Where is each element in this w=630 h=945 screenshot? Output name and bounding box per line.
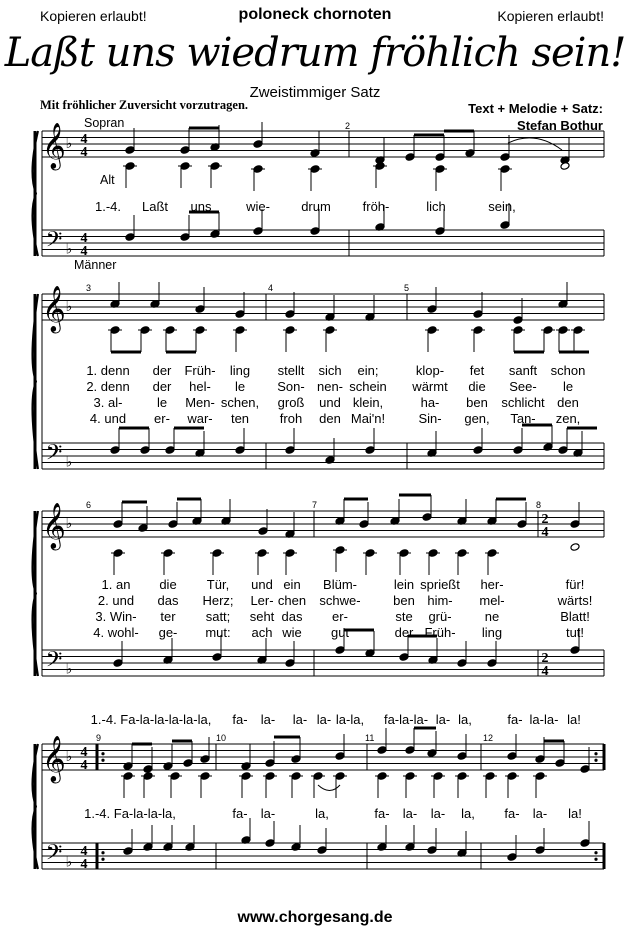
- flat-key-signature-icon: ♭: [65, 661, 73, 678]
- refrain-lower-syllable: 1.-4. Fa-la-la-la,: [84, 806, 176, 821]
- lyric-verse-1-syllable: ein;: [357, 363, 379, 378]
- note-head: [285, 310, 295, 319]
- measure-number: 2: [345, 121, 351, 131]
- lyric-verse-2-syllable: him-: [427, 593, 453, 608]
- lyric-verse-2-syllable: chen: [277, 593, 307, 608]
- refrain-upper-syllable: la-: [292, 712, 308, 727]
- time-signature-bottom: 4: [80, 758, 88, 773]
- lyric-verse-2-syllable: wärts!: [557, 593, 593, 608]
- note-head: [359, 520, 369, 529]
- refrain-lower-syllable: la!: [568, 806, 582, 821]
- refrain-upper-syllable: fa-: [232, 712, 248, 727]
- flat-key-signature-icon: ♭: [65, 299, 73, 315]
- lyric-verse-2-syllable: ben: [393, 593, 415, 608]
- lyric-verse-2-syllable: die: [468, 379, 486, 394]
- refrain-upper-syllable: la-la,: [335, 712, 365, 727]
- note-head: [183, 759, 193, 768]
- lyric-verse-2-syllable: wärmt: [412, 379, 448, 394]
- lyric-verse-3-syllable: satt;: [205, 609, 231, 624]
- refrain-upper-syllable: fa-la-la-: [383, 712, 429, 727]
- brand-name: poloneck chornoten: [238, 6, 392, 23]
- refrain-lower-syllable: la,: [461, 806, 475, 821]
- lyric-verse-1-syllable: 1. denn: [86, 363, 130, 378]
- lyric-verse-3-syllable: groß: [277, 395, 305, 410]
- lyric-verse-3-syllable: klein,: [352, 395, 384, 410]
- lyric-verse-4-syllable: ten: [230, 411, 250, 426]
- lyric-verse-all-syllable: sein,: [488, 199, 516, 214]
- voice-label-men: Männer: [74, 258, 117, 272]
- lyric-verse-4-syllable: er-: [154, 411, 170, 426]
- note-head: [580, 765, 590, 774]
- lyric-verse-1-syllable: stellt: [277, 363, 305, 378]
- note-head: [580, 839, 590, 848]
- measure-number: 11: [365, 733, 375, 743]
- note-head: [535, 755, 545, 764]
- measure-number: 9: [96, 733, 102, 743]
- refrain-upper-syllable: la,: [458, 712, 472, 727]
- lyric-verse-3-syllable: 3. Win-: [95, 609, 137, 624]
- lyric-verse-3-syllable: ter: [160, 609, 176, 624]
- note-head: [487, 659, 497, 668]
- lyric-verse-3-syllable: 3. al-: [93, 395, 123, 410]
- note-head: [212, 653, 222, 662]
- lyric-verse-4-syllable: Früh-: [424, 625, 456, 640]
- lyric-verse-4-syllable: mut:: [205, 625, 231, 640]
- measure-number: 4: [268, 283, 274, 293]
- subtitle: Zweistimmiger Satz: [249, 84, 381, 101]
- note-head: [310, 227, 320, 236]
- measure-number: 3: [86, 283, 92, 293]
- credits-line-1: Text + Melodie + Satz:: [468, 101, 603, 116]
- lyric-verse-4-syllable: 4. wohl-: [93, 625, 139, 640]
- lyric-verse-4-syllable: froh: [279, 411, 303, 426]
- measure-number: 7: [312, 500, 318, 510]
- note-head: [555, 759, 565, 768]
- note-head: [123, 847, 133, 856]
- lyric-verse-1-syllable: die: [159, 577, 177, 592]
- lyric-verse-1-syllable: und: [251, 577, 273, 592]
- lyric-verse-3-syllable: den: [557, 395, 579, 410]
- note-head: [405, 746, 415, 755]
- measure-number: 5: [404, 283, 410, 293]
- refrain-lower-syllable: la,: [315, 806, 329, 821]
- refrain-lower-syllable: fa-: [374, 806, 390, 821]
- lyric-verse-2-syllable: das: [157, 593, 179, 608]
- lyric-verse-1-syllable: her-: [480, 577, 504, 592]
- note-head: [535, 846, 545, 855]
- measure-number: 10: [216, 733, 227, 743]
- note-head: [399, 653, 409, 662]
- lyric-verse-3-syllable: grü-: [428, 609, 452, 624]
- measure-number: 6: [86, 500, 92, 510]
- note-head: [110, 446, 120, 455]
- note-head: [473, 310, 483, 319]
- lyric-verse-1-syllable: 1. an: [101, 577, 131, 592]
- note-head: [125, 233, 135, 242]
- repeat-dot: [101, 851, 104, 854]
- lyric-verse-4-syllable: ling: [481, 625, 503, 640]
- note-head: [500, 221, 510, 230]
- time-signature-bottom: 4: [541, 525, 549, 540]
- refrain-upper-syllable: la-: [316, 712, 332, 727]
- refrain-lower-syllable: la-: [402, 806, 418, 821]
- note-head: [427, 305, 437, 314]
- lyric-verse-3-syllable: Blatt!: [560, 609, 590, 624]
- refrain-upper-syllable: la-: [260, 712, 276, 727]
- lyric-verse-all-syllable: fröh-: [362, 199, 390, 214]
- lyric-verse-3-syllable: ste: [395, 609, 413, 624]
- lyric-verse-4-syllable: ach: [251, 625, 273, 640]
- note-head: [291, 755, 301, 764]
- copy-note-left: Kopieren erlaubt!: [40, 8, 147, 24]
- voice-label-alto: Alt: [100, 173, 115, 187]
- note-head: [165, 446, 175, 455]
- time-signature-bottom: 4: [80, 145, 88, 160]
- note-head: [180, 146, 190, 155]
- note-head: [427, 846, 437, 855]
- lyric-verse-all-syllable: lich: [426, 199, 446, 214]
- note-head: [570, 520, 580, 529]
- refrain-upper-syllable: la!: [567, 712, 581, 727]
- flat-key-signature-icon: ♭: [65, 516, 73, 532]
- note-head: [317, 846, 327, 855]
- note-head: [265, 839, 275, 848]
- lyric-verse-2-syllable: 2. denn: [86, 379, 130, 394]
- time-signature-bottom: 4: [541, 664, 549, 679]
- note-head: [457, 659, 467, 668]
- lyric-verse-3-syllable: schen,: [220, 395, 260, 410]
- lyric-verse-2-syllable: Herz;: [202, 593, 234, 608]
- lyric-verse-3-syllable: er-: [332, 609, 348, 624]
- lyric-verse-1-syllable: Tür,: [206, 577, 230, 592]
- repeat-dot: [594, 858, 597, 861]
- credits-line-2: Stefan Bothur: [517, 118, 603, 133]
- lyric-verse-1-syllable: schon: [550, 363, 586, 378]
- note-head: [200, 755, 210, 764]
- refrain-lower-syllable: fa-: [232, 806, 248, 821]
- lyric-verse-4-syllable: Tan-: [510, 411, 536, 426]
- lyric-verse-4-syllable: zen,: [555, 411, 581, 426]
- measure-number: 8: [536, 500, 542, 510]
- note-head: [422, 513, 432, 522]
- bass-clef-icon: 𝄢: [45, 840, 63, 871]
- flat-key-signature-icon: ♭: [65, 749, 73, 765]
- note-head: [500, 153, 510, 162]
- refrain-upper-syllable: la-la-: [529, 712, 559, 727]
- note-head: [435, 227, 445, 236]
- repeat-dot: [594, 851, 597, 854]
- refrain-lower-syllable: fa-: [504, 806, 520, 821]
- time-signature-top: 4: [80, 231, 88, 246]
- lyric-verse-2-syllable: See-: [509, 379, 537, 394]
- lyric-verse-1-syllable: lein: [393, 577, 415, 592]
- refrain-lower-syllable: la-: [260, 806, 276, 821]
- note-head: [285, 446, 295, 455]
- treble-clef-icon: 𝄞: [42, 503, 66, 549]
- note-head: [143, 765, 153, 774]
- note-head: [405, 153, 415, 162]
- lyric-verse-4-syllable: Mai'n!: [350, 411, 386, 426]
- note-head: [180, 233, 190, 242]
- refrain-lower-syllable: la-: [430, 806, 446, 821]
- refrain-upper-syllable: la-: [435, 712, 451, 727]
- note-head: [570, 646, 580, 655]
- lyric-verse-4-syllable: ge-: [158, 625, 178, 640]
- note-head: [513, 446, 523, 455]
- note-head: [513, 316, 523, 325]
- note-head: [195, 305, 205, 314]
- refrain-upper-syllable: fa-: [507, 712, 523, 727]
- note-head: [517, 520, 527, 529]
- lyric-verse-1-syllable: klop-: [415, 363, 445, 378]
- note-head: [258, 527, 268, 536]
- bass-clef-icon: 𝄢: [45, 647, 63, 678]
- lyric-verse-4-syllable: der: [394, 625, 414, 640]
- time-signature-top: 4: [80, 132, 88, 147]
- flat-key-signature-icon: ♭: [65, 854, 73, 871]
- time-signature-top: 4: [80, 844, 88, 859]
- lyric-verse-3-syllable: und: [319, 395, 341, 410]
- lyric-verse-1-syllable: fet: [469, 363, 485, 378]
- refrain-lower-syllable: la-: [532, 806, 548, 821]
- flat-key-signature-icon: ♭: [65, 454, 73, 471]
- lyric-verse-2-syllable: mel-: [479, 593, 505, 608]
- bass-clef-icon: 𝄢: [45, 227, 63, 258]
- copy-note-right: Kopieren erlaubt!: [497, 8, 604, 24]
- lyric-verse-all-syllable: drum: [301, 199, 331, 214]
- note-head: [507, 853, 517, 862]
- lyric-verse-4-syllable: den: [319, 411, 341, 426]
- note-head: [558, 446, 568, 455]
- treble-clef-icon: 𝄞: [42, 736, 66, 782]
- note-head: [253, 140, 263, 149]
- time-signature-bottom: 4: [80, 244, 88, 259]
- lyric-verse-3-syllable: ha-: [420, 395, 440, 410]
- lyric-verse-3-syllable: Men-: [185, 395, 215, 410]
- note-head: [365, 446, 375, 455]
- note-head: [473, 446, 483, 455]
- half-note-head: [560, 162, 570, 171]
- voice-label-soprano: Sopran: [84, 116, 125, 130]
- note-head: [140, 446, 150, 455]
- lyric-verse-2-syllable: le: [234, 379, 246, 394]
- refrain-upper-syllable: 1.-4. Fa-la-la-la-la-la,: [90, 712, 212, 727]
- lyric-verse-4-syllable: tut!: [565, 625, 585, 640]
- half-note-head: [570, 543, 580, 552]
- lyric-verse-1-syllable: sich: [318, 363, 342, 378]
- lyric-verse-4-syllable: war-: [187, 411, 213, 426]
- lyric-verse-all-syllable: 1.-4.: [94, 199, 122, 214]
- repeat-dot: [594, 752, 597, 755]
- lyric-verse-2-syllable: der: [152, 379, 172, 394]
- lyric-verse-3-syllable: ne: [484, 609, 500, 624]
- lyric-verse-2-syllable: schein: [349, 379, 387, 394]
- lyric-verse-2-syllable: le: [562, 379, 574, 394]
- lyric-verse-2-syllable: nen-: [316, 379, 344, 394]
- note-head: [113, 659, 123, 668]
- lyric-verse-all-syllable: uns: [190, 199, 212, 214]
- note-head: [507, 752, 517, 761]
- repeat-dot: [594, 759, 597, 762]
- lyric-verse-3-syllable: le: [156, 395, 168, 410]
- note-head: [235, 310, 245, 319]
- lyric-verse-3-syllable: das: [281, 609, 303, 624]
- lyric-verse-2-syllable: Ler-: [250, 593, 274, 608]
- lyric-verse-1-syllable: ling: [229, 363, 251, 378]
- lyric-verse-4-syllable: Sin-: [418, 411, 442, 426]
- lyric-verse-1-syllable: der: [152, 363, 172, 378]
- note-head: [265, 759, 275, 768]
- flat-key-signature-icon: ♭: [65, 136, 73, 152]
- note-head: [235, 446, 245, 455]
- lyric-verse-4-syllable: gen,: [464, 411, 490, 426]
- lyric-verse-2-syllable: hel-: [189, 379, 211, 394]
- lyric-verse-1-syllable: für!: [565, 577, 585, 592]
- lyric-verse-2-syllable: Son-: [277, 379, 305, 394]
- treble-clef-icon: 𝄞: [42, 123, 66, 169]
- lyric-verse-3-syllable: schlicht: [501, 395, 545, 410]
- note-head: [285, 659, 295, 668]
- time-signature-top: 2: [541, 651, 549, 666]
- treble-clef-icon: 𝄞: [42, 286, 66, 332]
- note-head: [168, 520, 178, 529]
- lyric-verse-4-syllable: gut: [330, 625, 350, 640]
- lyric-verse-3-syllable: seht: [249, 609, 275, 624]
- flat-key-signature-icon: ♭: [65, 241, 73, 258]
- lyric-verse-4-syllable: wie: [282, 625, 302, 640]
- note-head: [457, 752, 467, 761]
- lyric-verse-1-syllable: sprießt: [420, 577, 460, 592]
- tempo-marking: Mit fröhlicher Zuversicht vorzutragen.: [40, 98, 249, 112]
- lyric-verse-3-syllable: ben: [466, 395, 488, 410]
- note-head: [377, 746, 387, 755]
- lyric-verse-2-syllable: schwe-: [319, 593, 361, 608]
- time-signature-top: 2: [541, 512, 549, 527]
- lyric-verse-all-syllable: wie-: [246, 199, 270, 214]
- lyric-verse-1-syllable: sanft: [508, 363, 538, 378]
- lyric-verse-all-syllable: Laßt: [141, 199, 169, 214]
- footer-url: www.chorgesang.de: [237, 909, 393, 926]
- note-head: [125, 146, 135, 155]
- measure-number: 12: [483, 733, 494, 743]
- note-head: [335, 752, 345, 761]
- lyric-verse-1-syllable: Früh-: [184, 363, 216, 378]
- repeat-dot: [101, 759, 104, 762]
- lyric-verse-1-syllable: ein: [283, 577, 301, 592]
- song-title: Laßt uns wiedrum fröhlich sein!: [4, 30, 626, 76]
- repeat-dot: [101, 858, 104, 861]
- time-signature-bottom: 4: [80, 857, 88, 872]
- repeat-dot: [101, 752, 104, 755]
- note-head: [113, 520, 123, 529]
- note-head: [435, 153, 445, 162]
- lyric-verse-1-syllable: Blüm-: [323, 577, 357, 592]
- note-head: [335, 646, 345, 655]
- tie: [318, 785, 340, 791]
- note-head: [253, 227, 263, 236]
- bass-clef-icon: 𝄢: [45, 440, 63, 471]
- lyric-verse-4-syllable: 4. und: [89, 411, 127, 426]
- lyric-verse-2-syllable: 2. und: [97, 593, 135, 608]
- time-signature-top: 4: [80, 745, 88, 760]
